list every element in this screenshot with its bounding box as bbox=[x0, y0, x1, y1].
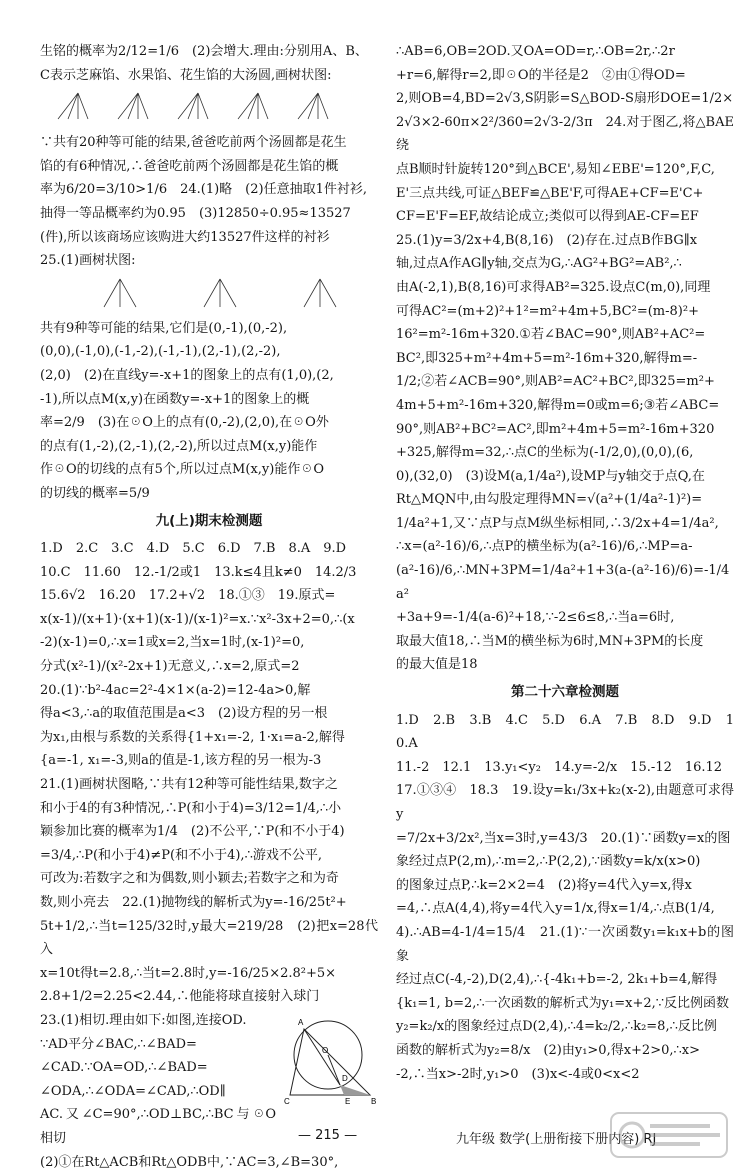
exam-line: 1.D 2.C 3.C 4.D 5.C 6.D 7.B 8.A 9.D bbox=[40, 541, 347, 557]
ch26-line: -2,∴当x>-2时,y₁>0 (3)x<-4或0<x<2 bbox=[396, 1066, 640, 1082]
left-top-line: 生铭的概率为2/12=1/6 (2)会增大.理由:分别用A、B、 bbox=[40, 44, 368, 59]
exam-line: 5t+1/2,∴当t=125/32时,y最大=219/28 (2)把x=28代入 bbox=[40, 918, 378, 958]
right-column bbox=[396, 40, 734, 1086]
right-top-line: 轴,过点A作AG∥y轴,交点为G,∴AG²+BG²=AB²,∴ bbox=[396, 256, 682, 272]
right-top-line: Rt△MQN中,由勾股定理得MN=√(a²+(1/4a²-1)²)= bbox=[396, 492, 703, 508]
exam-line: x(x-1)/(x+1)·(x+1)(x-1)/(x-1)²=x.∵x²-3x+2=0,∴(x bbox=[40, 611, 355, 627]
exam-line: 和小于4的有3种情况,∴P(和小于4)=3/12=1/4,∴小 bbox=[40, 800, 342, 816]
exam-line: 15.6√2 16.20 17.2+√2 18.①③ 19.原式= bbox=[40, 588, 336, 604]
left-after-tree-text bbox=[40, 317, 378, 506]
right-top-line: 取最大值18,∴当M的横坐标为6时,MN+3PM的长度 bbox=[396, 633, 704, 649]
left-after-line: -1),所以点M(x,y)在函数y=-x+1的图象上的概 bbox=[40, 391, 310, 407]
ch26-line: {k₁=1, b=2,∴一次函数的解析式为y₁=x+2,∵反比例函数 bbox=[396, 995, 730, 1011]
exam-line: 颖参加比赛的概率为1/4 (2)不公平,∵P(和不小于4) bbox=[40, 824, 345, 840]
exam-line: 21.(1)画树状图略,∵共有12种等可能性结果,数字之 bbox=[40, 777, 338, 793]
ch26-line: 的图象过点P,∴k=2×2=4 (2)将y=4代入y=x,得x bbox=[396, 877, 692, 893]
q23-line: 23.(1)相切.理由如下:如图,连接OD. bbox=[40, 1012, 247, 1028]
right-top-line: 25.(1)y=3/2x+4,B(8,16) (2)存在.过点B作BG∥x bbox=[396, 232, 698, 248]
left-mid-text bbox=[40, 131, 378, 273]
right-top-line: BC²,即325+m²+4m+5=m²-16m+320,解得m=- bbox=[396, 350, 698, 366]
ch26-line: 象经过点P(2,m),∴m=2,∴P(2,2),∵函数y=k/x(x>0) bbox=[396, 854, 701, 870]
page-number: — 215 — bbox=[298, 1128, 358, 1143]
right-top-line: 90°,则AB²+BC²=AC²,即m²+4m+5=m²-16m+320 bbox=[396, 421, 715, 437]
right-top-text bbox=[396, 40, 734, 677]
watermark-logo bbox=[610, 1112, 728, 1158]
exam-line: 2.8+1/2=2.25<2.44,∴他能将球直接射入球门 bbox=[40, 989, 320, 1005]
left-mid-line: 25.(1)画树状图: bbox=[40, 253, 136, 269]
ch26-line: 经过点C(-4,-2),D(2,4),∴{-4k₁+b=-2, 2k₁+b=4,解得 bbox=[396, 972, 718, 988]
right-top-line: ∴x=(a²-16)/6,∴点P的横坐标为(a²-16)/6,∴MP=a- bbox=[396, 539, 693, 555]
exam-line: 分式(x²-1)/(x²-2x+1)无意义,∴x=2,原式=2 bbox=[40, 659, 300, 675]
left-mid-line: 馅的有6种情况,∴爸爸吃前两个汤圆都是花生馅的概 bbox=[40, 158, 339, 174]
right-top-line: 2,则OB=4,BD=2√3,S阴影=S△BOD-S扇形DOE=1/2× bbox=[396, 91, 734, 107]
left-after-line: 共有9种等可能的结果,它们是(0,-1),(0,-2), bbox=[40, 320, 288, 336]
ch26-line: 11.-2 12.1 13.y₁<y₂ 14.y=-2/x 15.-12 16.12 bbox=[396, 759, 723, 775]
ch26-line: =7/2x+3/2x²,当x=3时,y=43/3 20.(1)∵函数y=x的图 bbox=[396, 830, 731, 846]
final-exam-answers bbox=[40, 537, 378, 1009]
label-o: O bbox=[322, 1045, 329, 1055]
left-mid-line: (件),所以该商场应该购进大约13527件这样的衬衫 bbox=[40, 229, 330, 245]
ch26-line: 4).∴AB=4-1/4=15/4 21.(1)∵一次函数y₁=k₁x+b的图象 bbox=[396, 924, 734, 964]
right-top-line: 的最大值是18 bbox=[396, 657, 478, 673]
ch26-line: y₂=k₂/x的图象经过点D(2,4),∴4=k₂/2,∴k₂=8,∴反比例 bbox=[396, 1019, 717, 1035]
right-top-line: 2√3×2-60π×2²/360=2√3-2/3π 24.对于图乙,将△BAE绕 bbox=[396, 114, 734, 154]
right-top-line: E'三点共线,可证△BEF≌△BE'F,可得AE+CF=E'C+ bbox=[396, 185, 704, 201]
q23-line: ∠CAD.∵OA=OD,∴∠BAD= bbox=[40, 1060, 208, 1076]
right-top-line: 点B顺时针旋转120°到△BCE',易知∠EBE'=120°,F,C, bbox=[396, 161, 715, 177]
ch26-line: 17.①③④ 18.3 19.设y=k₁/3x+k₂(x-2),由题意可求得y bbox=[396, 783, 734, 822]
q23-line: (2)①在Rt△ACB和Rt△ODB中,∵AC=3,∠B=30°, bbox=[40, 1154, 339, 1170]
right-top-line: 可得AC²=(m+2)²+1²=m²+4m+5,BC²=(m-8)²+ bbox=[396, 303, 699, 319]
exam-line: {a=-1, x₁=-3,则a的值是-1,该方程的另一根为-3 bbox=[40, 753, 322, 769]
exam-line: =3/4,∴P(和小于4)≠P(和不小于4),∴游戏不公平, bbox=[40, 847, 322, 863]
exam-line: -2)(x-1)=0,∴x=1或x=2,当x=1时,(x-1)²=0, bbox=[40, 635, 305, 651]
exam-line: 得a<3,∴a的取值范围是a<3 (2)设方程的另一根 bbox=[40, 706, 328, 722]
right-top-line: ∴AB=6,OB=2OD.又OA=OD=r,∴OB=2r,∴2r bbox=[396, 44, 675, 59]
exam-line: 可改为:若数字之和为偶数,则小颖去;若数字之和为奇 bbox=[40, 871, 339, 887]
label-b: B bbox=[371, 1096, 377, 1106]
right-top-line: 1/2;②若∠ACB=90°,则AB²=AC²+BC²,即325=m²+ bbox=[396, 374, 715, 390]
right-top-line: 0),(32,0) (3)设M(a,1/4a²),设MP与y轴交于点Q,在 bbox=[396, 468, 705, 484]
left-after-line: 率=2/9 (3)在☉O上的点有(0,-2),(2,0),在☉O外 bbox=[40, 415, 329, 431]
left-mid-line: 率为6/20=3/10>1/6 24.(1)略 (2)任意抽取1件衬衫, bbox=[40, 182, 367, 198]
label-a: A bbox=[298, 1017, 304, 1027]
left-top-text bbox=[40, 40, 378, 87]
left-top-line: C表示芝麻馅、水果馅、花生馅的大汤圆,画树状图: bbox=[40, 67, 332, 83]
left-after-line: (2,0) (2)在直线y=-x+1的图象上的点有(1,0),(2, bbox=[40, 367, 334, 383]
left-column bbox=[40, 40, 378, 1174]
ch26-line: 1.D 2.B 3.B 4.C 5.D 6.A 7.B 8.D 9.D 10.A bbox=[396, 712, 734, 752]
tree-diagram-2 bbox=[40, 275, 378, 315]
question-23-text bbox=[40, 1009, 378, 1174]
right-top-line: +r=6,解得r=2,即☉O的半径是2 ②由①得OD= bbox=[396, 67, 686, 83]
exam-line: 10.C 11.60 12.-1/2或1 13.k≤4且k≠0 14.2/3 bbox=[40, 564, 357, 580]
label-e: E bbox=[345, 1096, 351, 1106]
geometry-figure bbox=[282, 1011, 378, 1107]
left-after-line: (0,0),(-1,0),(-1,-2),(-1,-1),(2,-1),(2,-2), bbox=[40, 344, 281, 360]
right-top-line: +3a+9=-1/4(a-6)²+18,∵-2≤6≤8,∴当a=6时, bbox=[396, 610, 675, 626]
right-top-line: (a²-16)/6,∴MN+3PM=1/4a²+1+3(a-(a²-16)/6)=-1/4a² bbox=[396, 563, 730, 602]
label-d: D bbox=[342, 1073, 348, 1083]
q23-line: ∠ODA,∴∠ODA=∠CAD,∴OD∥ bbox=[40, 1083, 226, 1099]
ch26-line: 函数的解析式为y₂=8/x (2)由y₁>0,得x+2>0,∴x> bbox=[396, 1042, 700, 1058]
right-top-line: 16²=m²-16m+320.①若∠BAC=90°,则AB²+AC²= bbox=[396, 327, 706, 343]
left-after-line: 的点有(1,-2),(2,-1),(2,-2),所以过点M(x,y)能作 bbox=[40, 438, 318, 454]
right-top-line: +325,解得m=32,∴点C的坐标为(-1/2,0),(0,0),(6, bbox=[396, 445, 694, 461]
right-top-line: 4m+5+m²-16m+320,解得m=0或m=6;③若∠ABC= bbox=[396, 397, 720, 413]
left-mid-line: ∵共有20种等可能的结果,爸爸吃前两个汤圆都是花生 bbox=[40, 135, 347, 151]
book-title: 九年级 数学(上册衔接下册内容) RJ bbox=[456, 1132, 657, 1147]
left-after-line: 的切线的概率=5/9 bbox=[40, 485, 150, 501]
left-after-line: 作☉O的切线的点有5个,所以过点M(x,y)能作☉O bbox=[40, 462, 324, 478]
chapter-26-answers bbox=[396, 709, 734, 1087]
q23-line: AC.又∠C=90°,∴OD⊥BC,∴BC与☉O相切 bbox=[40, 1107, 276, 1146]
right-top-line: 1/4a²+1,又∵点P与点M纵坐标相同,∴3/2x+4=1/4a², bbox=[396, 515, 719, 531]
exam-line: 20.(1)∵b²-4ac=2²-4×1×(a-2)=12-4a>0,解 bbox=[40, 682, 311, 698]
ch26-line: =4,∴点A(4,4),将y=4代入y=1/x,得x=1/4,∴点B(1/4, bbox=[396, 901, 715, 917]
right-top-line: 由A(-2,1),B(8,16)可求得AB²=325.设点C(m,0),同理 bbox=[396, 279, 711, 295]
left-mid-line: 抽得一等品概率约为0.95 (3)12850÷0.95≈13527 bbox=[40, 205, 351, 221]
exam-line: 为x₁,由根与系数的关系得{1+x₁=-2, 1·x₁=a-2,解得 bbox=[40, 729, 345, 745]
exam-line: 数,则小亮去 22.(1)抛物线的解析式为y=-16/25t²+ bbox=[40, 895, 347, 910]
section-heading-final-exam: 九(上)期末检测题 bbox=[155, 512, 263, 529]
tree-diagram-1 bbox=[40, 89, 378, 129]
label-c: C bbox=[284, 1096, 290, 1106]
q23-line: ∵AD平分∠BAC,∴∠BAD= bbox=[40, 1036, 197, 1052]
section-heading-chapter-26: 第二十六章检测题 bbox=[511, 684, 619, 701]
exam-line: x=10t得t=2.8,∴当t=2.8时,y=-16/25×2.8²+5× bbox=[40, 965, 337, 981]
right-top-line: CF=E'F=EF,故结论成立;类似可以得到AE-CF=EF bbox=[396, 209, 699, 225]
